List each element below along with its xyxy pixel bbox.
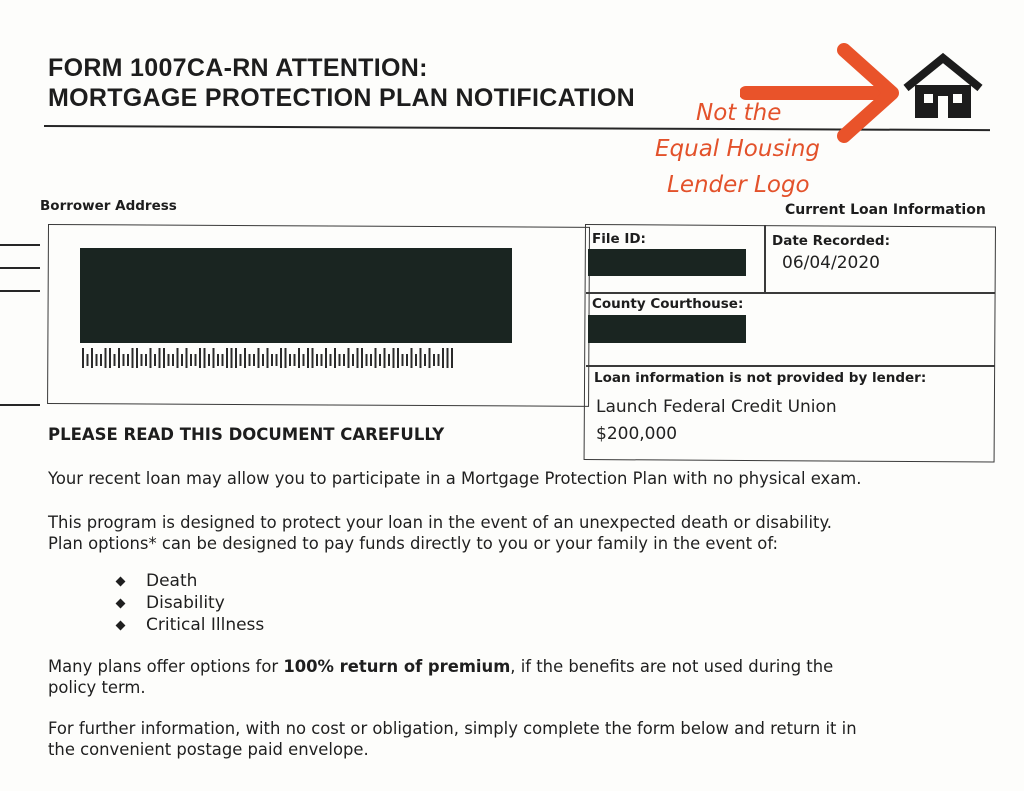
loan-amount: $200,000 [596, 424, 678, 444]
barcode-bar [172, 354, 174, 366]
barcode-bar [262, 354, 264, 366]
barcode-bar [402, 354, 404, 366]
barcode-bar [321, 354, 323, 366]
read-carefully-heading: PLEASE READ THIS DOCUMENT CAREFULLY [48, 425, 445, 444]
barcode-bar [316, 354, 318, 366]
barcode-bar [231, 348, 233, 368]
paragraph-intro [48, 468, 988, 489]
barcode-bar [312, 348, 314, 368]
premium-text-post: , if the benefits are not used during the [510, 657, 834, 676]
barcode-bar [294, 354, 296, 366]
further-info-line2: the convenient postage paid envelope. [48, 740, 369, 759]
cell-divider [586, 292, 995, 294]
barcode-bar [127, 354, 129, 366]
premium-text-bold: 100% return of premium [283, 657, 511, 676]
barcode-bar [343, 354, 345, 366]
barcode-bar [442, 348, 444, 368]
barcode-bar [267, 348, 269, 368]
form-title-line2: MORTGAGE PROTECTION PLAN NOTIFICATION [48, 84, 636, 112]
barcode-bar [145, 354, 147, 366]
borrower-address-label: Borrower Address [40, 198, 177, 214]
barcode-bar [447, 348, 449, 368]
barcode-bar [109, 348, 111, 368]
not-provided-label: Loan information is not provided by lender: [594, 370, 927, 386]
barcode-bar [433, 354, 435, 366]
barcode-bar [82, 348, 84, 368]
barcode-bar [177, 348, 179, 368]
barcode-bar [181, 354, 183, 366]
benefit-list [114, 570, 264, 636]
barcode-bar [258, 348, 260, 368]
lender-name: Launch Federal Credit Union [596, 397, 837, 417]
postal-barcode [82, 348, 462, 370]
barcode-bar [375, 348, 377, 368]
barcode-bar [424, 354, 426, 366]
current-loan-info-heading: Current Loan Information [785, 202, 986, 218]
annotation-line3: Lender Logo [667, 172, 810, 198]
side-mark [0, 244, 40, 246]
barcode-bar [307, 348, 309, 368]
barcode-bar [222, 354, 224, 366]
county-courthouse-label: County Courthouse: [592, 296, 744, 312]
barcode-bar [325, 348, 327, 368]
barcode-bar [298, 348, 300, 368]
barcode-bar [357, 348, 359, 368]
barcode-bar [406, 354, 408, 366]
paragraph-program-line2: Plan options* can be designed to pay funds directly to you or your family in the event of: [48, 534, 779, 553]
paragraph-program-line1: This program is designed to protect your loan in the event of an unexpected death or disability. [48, 513, 833, 532]
cell-divider [586, 365, 995, 367]
barcode-bar [379, 354, 381, 366]
barcode-bar [118, 348, 120, 368]
file-id-label: File ID: [592, 231, 646, 247]
barcode-bar [366, 354, 368, 366]
barcode-bar [163, 348, 165, 368]
barcode-bar [276, 354, 278, 366]
barcode-bar [96, 354, 98, 366]
barcode-bar [361, 348, 363, 368]
paragraph-intro-text: Your recent loan may allow you to participate in a Mortgage Protection Plan with no physical exam. [48, 469, 862, 488]
barcode-bar [226, 348, 228, 368]
barcode-bar [388, 354, 390, 366]
barcode-bar [253, 354, 255, 366]
redacted-address [80, 248, 512, 343]
barcode-bar [352, 354, 354, 366]
premium-text-line2: policy term. [48, 678, 146, 697]
barcode-bar [244, 348, 246, 368]
barcode-bar [330, 354, 332, 366]
barcode-bar [186, 348, 188, 368]
barcode-bar [213, 348, 215, 368]
paragraph-program [48, 512, 988, 554]
barcode-bar [235, 348, 237, 368]
further-info-line1: For further information, with no cost or obligation, simply complete the form below and return it in [48, 719, 857, 738]
barcode-bar [199, 348, 201, 368]
barcode-bar [397, 348, 399, 368]
premium-text-pre: Many plans offer options for [48, 657, 284, 676]
red-arrow-icon [740, 40, 910, 150]
barcode-bar [348, 348, 350, 368]
list-item: Critical Illness [114, 614, 264, 636]
barcode-bar [438, 354, 440, 366]
barcode-bar [370, 354, 372, 366]
barcode-bar [429, 348, 431, 368]
barcode-bar [451, 348, 453, 368]
barcode-bar [240, 354, 242, 366]
barcode-bar [384, 348, 386, 368]
barcode-bar [334, 348, 336, 368]
barcode-bar [195, 354, 197, 366]
date-recorded-value: 06/04/2020 [782, 253, 880, 273]
barcode-bar [154, 354, 156, 366]
barcode-bar [249, 354, 251, 366]
paragraph-premium [48, 656, 988, 698]
barcode-bar [100, 354, 102, 366]
barcode-bar [190, 354, 192, 366]
redacted-file-id [588, 249, 746, 276]
barcode-bar [159, 348, 161, 368]
list-item: Death [114, 570, 264, 592]
barcode-bar [285, 348, 287, 368]
barcode-bar [150, 348, 152, 368]
barcode-bar [87, 354, 89, 366]
annotation-line1: Not the [696, 100, 782, 126]
barcode-bar [289, 354, 291, 366]
form-title-line1: FORM 1007CA-RN ATTENTION: [48, 54, 428, 82]
barcode-bar [114, 354, 116, 366]
barcode-bar [420, 348, 422, 368]
date-recorded-label: Date Recorded: [772, 233, 890, 249]
barcode-bar [204, 348, 206, 368]
cell-divider [764, 225, 766, 293]
side-mark [0, 404, 40, 406]
barcode-bar [132, 348, 134, 368]
side-mark [0, 290, 40, 292]
barcode-bar [91, 348, 93, 368]
house-icon [902, 52, 984, 122]
annotation-line2: Equal Housing [655, 136, 820, 162]
barcode-bar [136, 348, 138, 368]
barcode-bar [168, 354, 170, 366]
barcode-bar [271, 354, 273, 366]
side-mark [0, 267, 40, 269]
barcode-bar [339, 354, 341, 366]
barcode-bar [393, 348, 395, 368]
redacted-county [588, 315, 746, 343]
barcode-bar [141, 354, 143, 366]
barcode-bar [303, 354, 305, 366]
barcode-bar [280, 348, 282, 368]
barcode-bar [415, 354, 417, 366]
paragraph-further-info [48, 718, 988, 760]
barcode-bar [411, 348, 413, 368]
barcode-bar [208, 354, 210, 366]
barcode-bar [217, 354, 219, 366]
barcode-bar [123, 354, 125, 366]
list-item: Disability [114, 592, 264, 614]
barcode-bar [105, 348, 107, 368]
